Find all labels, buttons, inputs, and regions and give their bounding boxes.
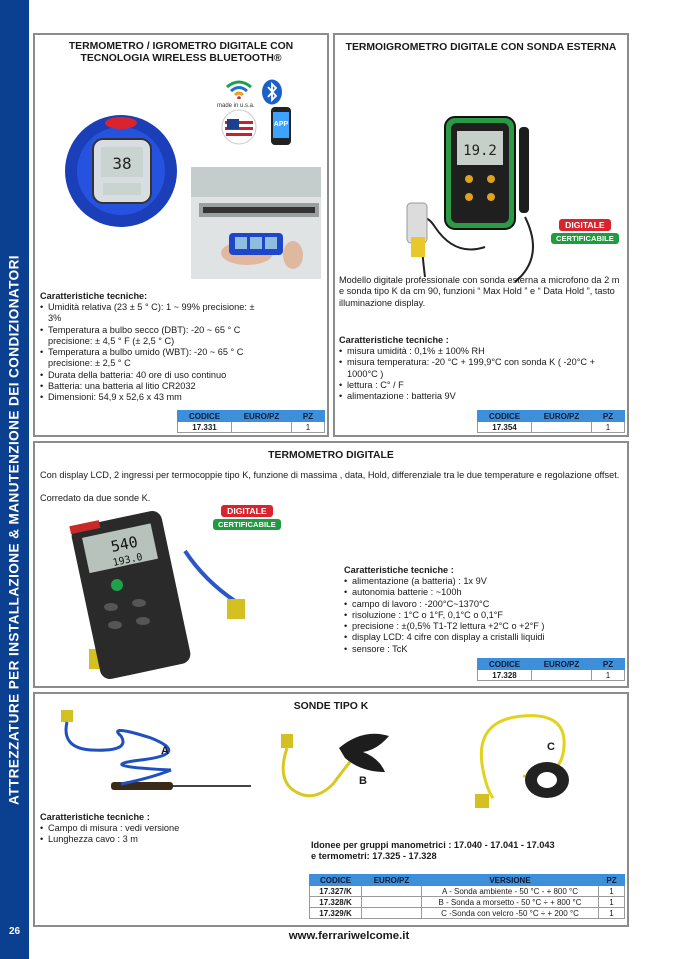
cell-euro <box>232 422 292 433</box>
cell-version: B - Sonda a morsetto - 50 °C ÷ + 800 °C <box>422 897 599 908</box>
col-codice: CODICE <box>478 411 532 422</box>
price-table <box>177 410 325 433</box>
col-codice: CODICE <box>178 411 232 422</box>
price-table <box>477 410 625 433</box>
table-row <box>310 886 625 897</box>
col-versione: VERSIONE <box>422 875 599 886</box>
product-panel-external-probe <box>333 33 629 437</box>
cell-code: 17.328 <box>478 670 532 681</box>
spec-item: • autonomia batterie : ~100h <box>344 587 628 598</box>
display-reading: 19.2 <box>463 143 497 159</box>
made-in-usa-label: made in u.s.a. <box>217 103 255 109</box>
spec-item: • Temperatura a bulbo secco (DBT): -20 ~ 65 ° C precisione: ± 4,5 ° F (± 2,5 ° C) <box>40 325 260 348</box>
table-row <box>478 670 625 681</box>
cell-code: 17.328/K <box>310 897 362 908</box>
spec-item: • sensore : TcK <box>344 644 628 655</box>
col-euro: EURO/PZ <box>532 659 592 670</box>
specs-list <box>40 823 300 846</box>
svg-text:38: 38 <box>112 154 132 173</box>
product-panel-wireless-thermometer <box>33 33 329 437</box>
badge-certificabile: CERTIFICABILE <box>213 519 281 530</box>
app-label: APP <box>273 112 289 138</box>
cell-version: A - Sonda ambiente - 50 °C - + 800 °C <box>422 886 599 897</box>
spec-item: • display LCD: 4 cifre con display a cristalli liquidi <box>344 632 628 643</box>
cell-pz: 1 <box>599 886 625 897</box>
cell-code: 17.354 <box>478 422 532 433</box>
cell-pz: 1 <box>592 422 625 433</box>
spec-item: • risoluzione : 1°C o 1°F, 0,1°C o 0,1°F <box>344 610 628 621</box>
spec-item: • misura temperatura: -20 °C + 199,9°C con sonda K ( -20°C + 1000°C ) <box>339 357 625 380</box>
product-title: TERMOMETRO / IGROMETRO DIGITALE CON TECNOLOGIA WIRELESS BLUETOOTH® <box>68 41 294 64</box>
col-pz: PZ <box>292 411 325 422</box>
phone-app-icon <box>271 107 291 145</box>
cell-pz: 1 <box>599 908 625 919</box>
cell-pz: 1 <box>292 422 325 433</box>
cell-euro <box>362 897 422 908</box>
installation-photo <box>191 167 321 279</box>
specs-title: Caratteristiche tecniche : <box>40 812 150 822</box>
spec-item: • alimentazione (a batteria) : 1x 9V <box>344 576 628 587</box>
badge-digitale: DIGITALE <box>559 219 610 231</box>
display-line2: 193.0 <box>111 551 144 569</box>
product-panel-k-probes <box>33 692 629 927</box>
certification-badge <box>551 219 619 244</box>
col-codice: CODICE <box>478 659 532 670</box>
spec-item: • Umidità relativa (23 ± 5 ° C): 1 ~ 99% precisione: ± 3% <box>40 302 260 325</box>
product-description: Modello digitale professionale con sonda esterna a microfono da 2 m e sonda tipo K da cm 90, funzioni “ Max Hold ” e “ Data Hold ”, tasto illuminazione display. <box>339 275 620 308</box>
suitable-for: Idonee per gruppi manometrici : 17.040 - 17.041 - 17.043 e termometri: 17.325 - 17.328 <box>311 840 555 862</box>
specs-list <box>40 302 260 404</box>
col-codice: CODICE <box>310 875 362 886</box>
cell-euro <box>532 670 592 681</box>
cell-pz: 1 <box>592 670 625 681</box>
product-title: TERMOMETRO DIGITALE <box>268 450 394 461</box>
col-pz: PZ <box>592 659 625 670</box>
certification-badge <box>213 505 281 530</box>
usa-flag-icon <box>221 109 257 145</box>
table-row <box>178 422 325 433</box>
cell-euro <box>532 422 592 433</box>
bluetooth-icon <box>261 79 283 105</box>
price-table <box>309 874 625 919</box>
page-number: 26 <box>8 926 21 937</box>
wireless-thermometer-image <box>63 101 179 231</box>
probe-b-label: B <box>359 775 367 787</box>
table-row <box>310 897 625 908</box>
website-link[interactable]: www.ferrariwelcome.it <box>288 930 410 942</box>
spec-item: • precisione : ±(0,5% T1-T2 lettura +2°C o +2°F ) <box>344 621 628 632</box>
specs-title: Caratteristiche tecniche: <box>40 291 148 301</box>
product-title: TERMOIGROMETRO DIGITALE CON SONDA ESTERNA <box>345 42 617 53</box>
col-euro: EURO/PZ <box>362 875 422 886</box>
probe-a-label: A <box>161 745 169 757</box>
cell-code: 17.329/K <box>310 908 362 919</box>
specs-list <box>339 346 625 402</box>
sidebar <box>0 0 29 959</box>
cell-euro <box>362 886 422 897</box>
display-line1: 540 <box>109 532 140 556</box>
col-euro: EURO/PZ <box>532 411 592 422</box>
product-panel-digital-thermometer <box>33 441 629 688</box>
spec-item: • lettura : C° / F <box>339 380 625 391</box>
spec-item: • Lunghezza cavo : 3 m <box>40 834 300 845</box>
spec-item: • Batteria: una batteria al litio CR2032 <box>40 381 260 392</box>
col-pz: PZ <box>599 875 625 886</box>
product-description-extra: Corredato da due sonde K. <box>40 493 151 503</box>
cell-code: 17.331 <box>178 422 232 433</box>
probe-b-image <box>273 728 393 808</box>
col-pz: PZ <box>592 411 625 422</box>
spec-item: • alimentazione : batteria 9V <box>339 391 625 402</box>
spec-item: • Campo di misura : vedi versione <box>40 823 300 834</box>
probe-c-image <box>463 710 579 810</box>
product-title: SONDE TIPO K <box>293 701 369 712</box>
probe-c-label: C <box>547 741 555 753</box>
wifi-icon <box>225 79 253 99</box>
sidebar-title: ATTREZZATURE PER INSTALLAZIONE & MANUTENZIONE DEI CONDIZIONATORI <box>6 255 22 805</box>
price-table <box>477 658 625 681</box>
spec-item: • Durata della batteria: 40 ore di uso continuo <box>40 370 260 381</box>
badge-digitale: DIGITALE <box>221 505 272 517</box>
cell-version: C -Sonda con velcro -50 °C ÷ + 200 °C <box>422 908 599 919</box>
cell-code: 17.327/K <box>310 886 362 897</box>
spec-item: • misura umidità : 0,1% ± 100% RH <box>339 346 625 357</box>
col-euro: EURO/PZ <box>232 411 292 422</box>
badge-certificabile: CERTIFICABILE <box>551 233 619 244</box>
product-description: Con display LCD, 2 ingressi per termocoppie tipo K, funzione di massima , data, Hold, differenziale tra le due temperature e regolazione offset. <box>40 470 620 480</box>
specs-title: Caratteristiche tecniche : <box>339 335 449 345</box>
spec-item: • Dimensioni: 54,9 x 52,6 x 43 mm <box>40 392 260 403</box>
specs-title: Caratteristiche tecniche : <box>344 565 454 575</box>
thermohygrometer-image <box>395 107 565 287</box>
cell-pz: 1 <box>599 897 625 908</box>
cell-euro <box>362 908 422 919</box>
spec-item: • Temperatura a bulbo umido (WBT): -20 ~ 65 ° C precisione: ± 2,5 ° C <box>40 347 260 370</box>
spec-item: • campo di lavoro : -200°C~1370°C <box>344 599 628 610</box>
table-row <box>478 422 625 433</box>
table-row <box>310 908 625 919</box>
specs-list <box>344 576 628 655</box>
digital-thermometer-image <box>55 511 255 683</box>
